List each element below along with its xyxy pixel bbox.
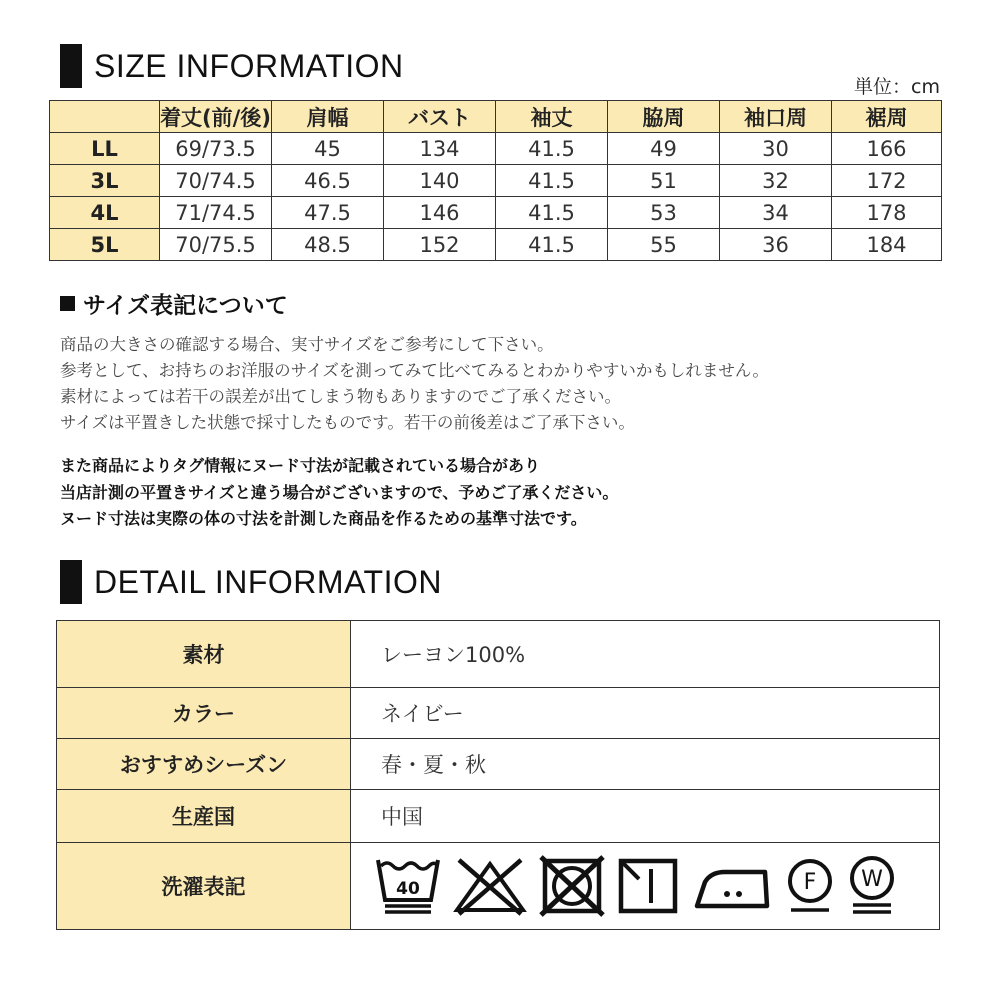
- detail-label: 洗濯表記: [57, 843, 351, 930]
- wet-clean-label: W: [861, 867, 883, 892]
- table-cell: 70/75.5: [160, 229, 272, 261]
- header-cell: 袖口周: [720, 101, 832, 133]
- table-cell: 166: [832, 133, 942, 165]
- line-dry-shade-icon: [617, 855, 679, 917]
- size-table: [49, 100, 942, 261]
- detail-label: 素材: [57, 621, 351, 688]
- table-cell: 36: [720, 229, 832, 261]
- header-cell: バスト: [384, 101, 496, 133]
- detail-label: 生産国: [57, 790, 351, 843]
- detail-value: レーヨン100%: [351, 621, 940, 688]
- dry-clean-f-icon: [785, 856, 835, 916]
- note-line: 商品の大きさの確認する場合、実寸サイズをご参考にして下さい。: [60, 335, 554, 354]
- table-cell: 146: [384, 197, 496, 229]
- table-cell: 69/73.5: [160, 133, 272, 165]
- table-cell: 41.5: [496, 165, 608, 197]
- table-row: [57, 621, 940, 688]
- detail-label: カラー: [57, 688, 351, 739]
- square-bullet-icon: [60, 296, 75, 311]
- table-cell: 172: [832, 165, 942, 197]
- wet-clean-w-icon: [847, 856, 897, 916]
- size-label: LL: [50, 133, 160, 165]
- table-row: [57, 790, 940, 843]
- table-cell: 41.5: [496, 197, 608, 229]
- table-cell: 55: [608, 229, 720, 261]
- table-cell: 184: [832, 229, 942, 261]
- size-notes-title: サイズ表記について: [60, 287, 288, 320]
- table-cell: 140: [384, 165, 496, 197]
- note-line: サイズは平置きした状態で採寸したものです。若干の前後差はご了承下さい。: [60, 413, 635, 432]
- size-label: 5L: [50, 229, 160, 261]
- table-cell: 45: [272, 133, 384, 165]
- table-cell: 46.5: [272, 165, 384, 197]
- header-cell: 脇周: [608, 101, 720, 133]
- table-cell: 48.5: [272, 229, 384, 261]
- table-row: [57, 739, 940, 790]
- header-cell: 裾周: [832, 101, 942, 133]
- table-cell: 70/74.5: [160, 165, 272, 197]
- table-row: [50, 165, 942, 197]
- table-cell: 51: [608, 165, 720, 197]
- detail-value: 中国: [351, 790, 940, 843]
- size-label: 3L: [50, 165, 160, 197]
- size-notes: [60, 332, 769, 436]
- bold-note-line: 当店計測の平置きサイズと違う場合がございますので、予めご了承ください。: [60, 482, 619, 502]
- table-cell: 178: [832, 197, 942, 229]
- note-line: 素材によっては若干の誤差が出てしまう物もありますのでご了承ください。: [60, 387, 621, 406]
- bold-note-line: ヌード寸法は実際の体の寸法を計測した商品を作るための基準寸法です。: [60, 509, 587, 528]
- detail-section-title: DETAIL INFORMATION: [60, 560, 442, 604]
- table-cell: 134: [384, 133, 496, 165]
- header-cell: 袖丈: [496, 101, 608, 133]
- table-row: [57, 688, 940, 739]
- table-cell: 152: [384, 229, 496, 261]
- header-cell: 肩幅: [272, 101, 384, 133]
- table-cell: 47.5: [272, 197, 384, 229]
- size-table-header-row: [50, 101, 942, 133]
- dry-clean-label: F: [803, 870, 817, 895]
- size-section-title: SIZE INFORMATION: [60, 44, 404, 88]
- no-tumble-dry-icon: [539, 855, 605, 917]
- table-row: [50, 197, 942, 229]
- size-label: 4L: [50, 197, 160, 229]
- unit-label: 単位：cm: [854, 76, 940, 98]
- nude-size-notes: [60, 453, 618, 533]
- table-cell: 41.5: [496, 133, 608, 165]
- note-line: 参考として、お持ちのお洋服のサイズを測ってみて比べてみるとわかりやすいかもしれません。: [60, 361, 769, 380]
- bold-note-line: また商品によりタグ情報にヌード寸法が記載されている場合があり: [60, 456, 541, 475]
- title-bar-decoration: [60, 560, 82, 604]
- table-row: [50, 133, 942, 165]
- care-symbols: [351, 843, 940, 930]
- table-cell: 34: [720, 197, 832, 229]
- detail-table: [56, 620, 940, 930]
- table-cell: 71/74.5: [160, 197, 272, 229]
- table-cell: 32: [720, 165, 832, 197]
- table-row: [57, 843, 940, 930]
- header-cell: 着丈(前/後): [160, 101, 272, 133]
- table-cell: 49: [608, 133, 720, 165]
- table-cell: 41.5: [496, 229, 608, 261]
- table-cell: 53: [608, 197, 720, 229]
- table-cell: 30: [720, 133, 832, 165]
- no-bleach-icon: [453, 856, 527, 916]
- table-row: [50, 229, 942, 261]
- detail-label: おすすめシーズン: [57, 739, 351, 790]
- wash-40-gentle-icon: [375, 856, 441, 916]
- wash-temperature-label: 40: [396, 879, 420, 899]
- title-bar-decoration: [60, 44, 82, 88]
- detail-value: ネイビー: [351, 688, 940, 739]
- detail-value: 春・夏・秋: [351, 739, 940, 790]
- header-cell: [50, 101, 160, 133]
- iron-medium-icon: [691, 856, 773, 916]
